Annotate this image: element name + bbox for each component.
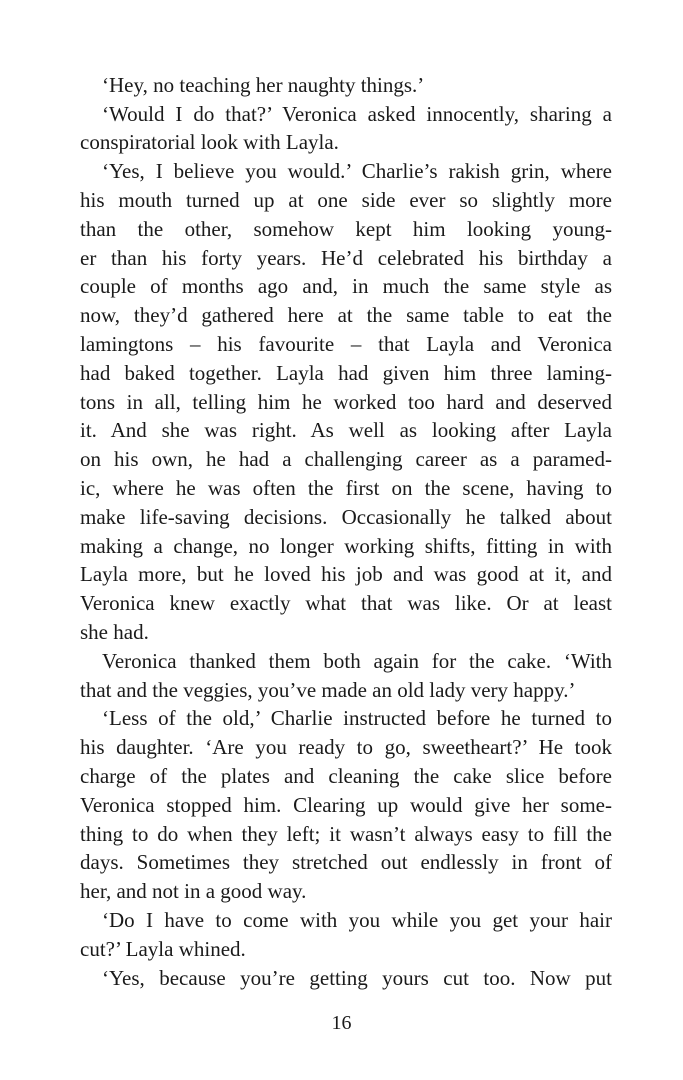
text-line: ic, where he was often the first on the scene, having to	[80, 476, 612, 500]
text-line: tons in all, telling him he worked too hard and deserved	[80, 390, 612, 414]
text-line: cut?’ Layla whined.	[80, 937, 246, 961]
text-line: ‘Less of the old,’ Charlie instructed before he turned to	[102, 706, 612, 730]
text-line: Veronica thanked them both again for the cake. ‘With	[102, 649, 612, 673]
text-line: his mouth turned up at one side ever so slightly more	[80, 188, 612, 212]
text-line: Veronica stopped him. Clearing up would give her some-	[80, 793, 612, 817]
text-line: ‘Would I do that?’ Veronica asked innocently, sharing a	[102, 102, 612, 126]
text-line: ‘Yes, because you’re getting yours cut too. Now put	[102, 966, 612, 990]
text-line: make life-saving decisions. Occasionally he talked about	[80, 505, 612, 529]
text-line: her, and not in a good way.	[80, 879, 307, 903]
text-line: she had.	[80, 620, 149, 644]
text-line: lamingtons – his favourite – that Layla and Veronica	[80, 332, 612, 356]
text-line: Layla more, but he loved his job and was good at it, and	[80, 562, 612, 586]
text-line: ‘Do I have to come with you while you get your hair	[102, 908, 612, 932]
text-line: er than his forty years. He’d celebrated his birthday a	[80, 246, 612, 270]
text-line: it. And she was right. As well as looking after Layla	[80, 418, 612, 442]
text-line: Veronica knew exactly what that was like. Or at least	[80, 591, 612, 615]
text-line: that and the veggies, you’ve made an old lady very happy.’	[80, 678, 576, 702]
text-line: thing to do when they left; it wasn’t always easy to fill the	[80, 822, 612, 846]
text-line: on his own, he had a challenging career as a paramed-	[80, 447, 612, 471]
text-line: charge of the plates and cleaning the cake slice before	[80, 764, 612, 788]
text-line: ‘Yes, I believe you would.’ Charlie’s rakish grin, where	[102, 159, 612, 183]
text-line: had baked together. Layla had given him three laming-	[80, 361, 612, 385]
text-line: now, they’d gathered here at the same table to eat the	[80, 303, 612, 327]
page-number: 16	[331, 1012, 352, 1034]
text-line: his daughter. ‘Are you ready to go, sweetheart?’ He took	[80, 735, 612, 759]
text-line: couple of months ago and, in much the same style as	[80, 274, 612, 298]
text-line: than the other, somehow kept him looking young-	[80, 217, 612, 241]
text-line: making a change, no longer working shifts, fitting in with	[80, 534, 612, 558]
text-line: days. Sometimes they stretched out endlessly in front of	[80, 850, 612, 874]
text-line: ‘Hey, no teaching her naughty things.’	[102, 73, 425, 97]
text-line: conspiratorial look with Layla.	[80, 130, 339, 154]
